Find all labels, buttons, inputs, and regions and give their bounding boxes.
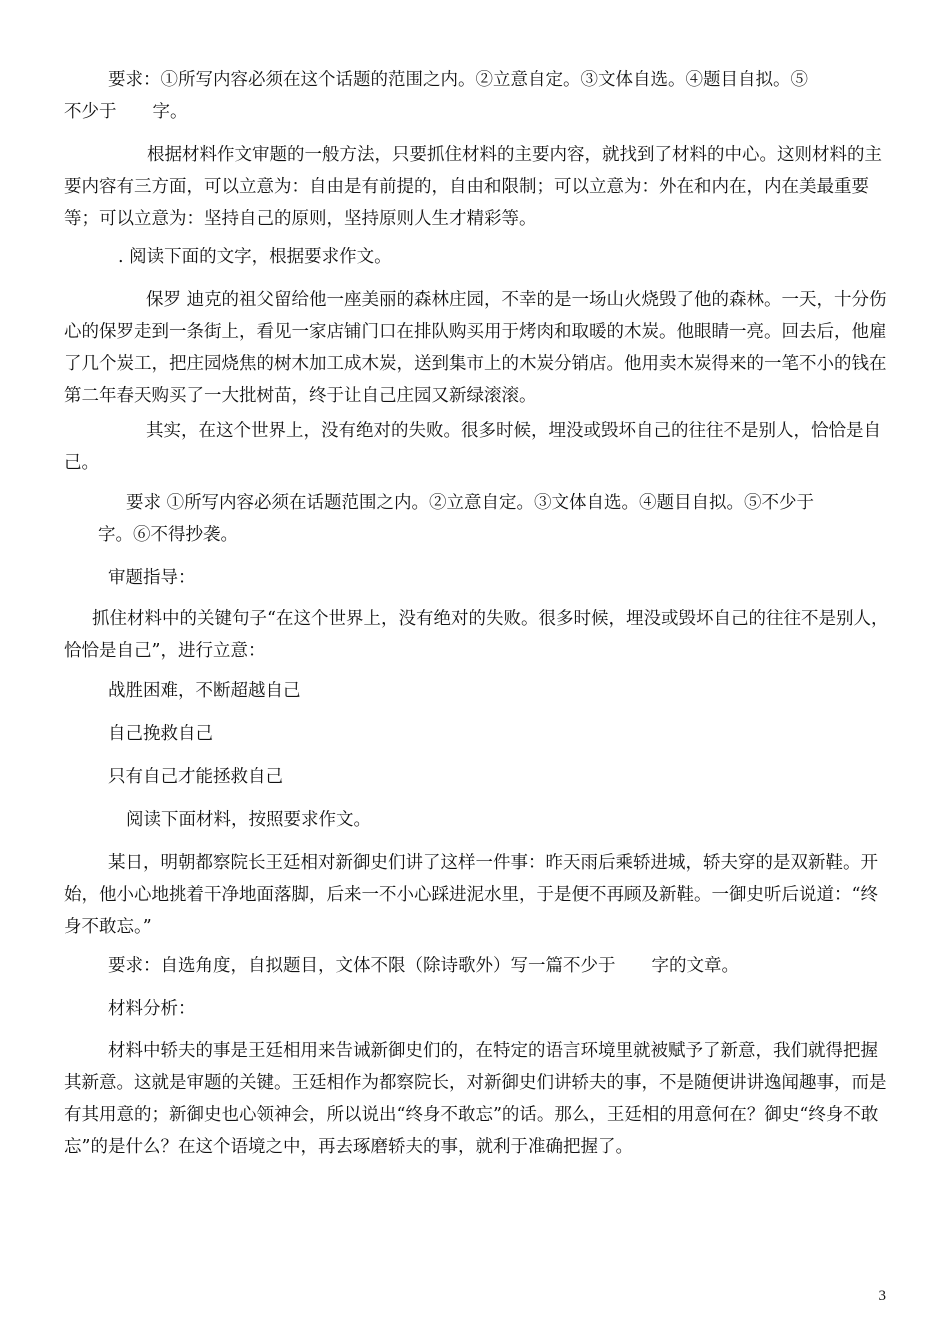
requirement-1-line-2 <box>64 96 188 128</box>
requirement-2-line-1: 要求 ①所写内容必须在话题范围之内。②立意自定。③文体自选。④题目自拟。⑤不少于 <box>126 493 815 513</box>
requirement-3 <box>108 950 739 982</box>
idea-item-2: 自己挽救自己 <box>108 724 213 744</box>
analysis-paragraph-3: 材料中轿夫的事是王廷相用来告诫新御史们的，在特定的语言环境里就被赋予了新意，我们就得把握其新意。这就是审题的关键。王廷相作为都察院长，对新御史们讲轿夫的事，不是随便讲讲逸闻趣事，而是有其用意的；新御史也心领神会，所以说出“终身不敢忘”的话。那么，王廷相的用意何在？御史“终身不敢忘”的是什么？在这个语境之中，再去琢磨轿夫的事，就利于准确把握了。 <box>64 1041 887 1157</box>
idea-item-3: 只有自己才能拯救自己 <box>108 767 283 787</box>
guide-title: 审题指导： <box>108 568 196 588</box>
requirement-1-line-1: 要求：①所写内容必须在这个话题的范围之内。②立意自定。③文体自选。④题目自拟。⑤ <box>108 70 808 90</box>
page-number: 3 <box>878 1288 886 1304</box>
requirement-3-suffix: 字的文章。 <box>651 956 739 976</box>
analysis-3-title: 材料分析： <box>108 999 196 1019</box>
requirement-1-prefix: 不少于 <box>64 102 117 122</box>
moral-paragraph-2: 其实，在这个世界上，没有绝对的失败。很多时候，埋没或毁坏自己的往往不是别人，恰恰是自己。 <box>64 421 881 473</box>
requirement-3-prefix: 要求：自选角度，自拟题目，文体不限（除诗歌外）写一篇不少于 <box>108 956 616 976</box>
story-paragraph-2: 保罗 迪克的祖父留给他一座美丽的森林庄园，不幸的是一场山火烧毁了他的森林。一天，十分伤心的保罗走到一条街上，看见一家店铺门口在排队购买用于烤肉和取暖的木炭。他眼睛一亮。回去后，他雇了几个炭工，把庄园烧焦的树木加工成木炭，送到集市上的木炭分销店。他用卖木炭得来的一笔不小的钱在第二年春天购买了一大批树苗，终于让自己庄园又新绿滚滚。 <box>64 290 887 406</box>
guide-paragraph: 抓住材料中的关键句子“在这个世界上，没有绝对的失败。很多时候，埋没或毁坏自己的往往不是别人，恰恰是自己”，进行立意： <box>64 609 889 661</box>
idea-item-1: 战胜困难，不断超越自己 <box>108 681 301 701</box>
prompt-3: 阅读下面材料，按照要求作文。 <box>126 810 371 830</box>
analysis-paragraph-1: 根据材料作文审题的一般方法，只要抓住材料的主要内容，就找到了材料的中心。这则材料的主要内容有三方面，可以立意为：自由是有前提的，自由和限制；可以立意为：外在和内在，内在美最重要等；可以立意为：坚持自己的原则，坚持原则人生才精彩等。 <box>64 145 882 229</box>
requirement-1-suffix: 字。 <box>152 102 188 122</box>
story-paragraph-3: 某日，明朝都察院长王廷相对新御史们讲了这样一件事：昨天雨后乘轿进城，轿夫穿的是双新鞋。开始，他小心地挑着干净地面落脚，后来一不小心踩进泥水里，于是便不再顾及新鞋。一御史听后说道：“终身不敢忘。” <box>64 853 878 937</box>
prompt-2: . 阅读下面的文字，根据要求作文。 <box>118 247 392 267</box>
requirement-2-line-2: 字。⑥不得抄袭。 <box>98 525 238 545</box>
